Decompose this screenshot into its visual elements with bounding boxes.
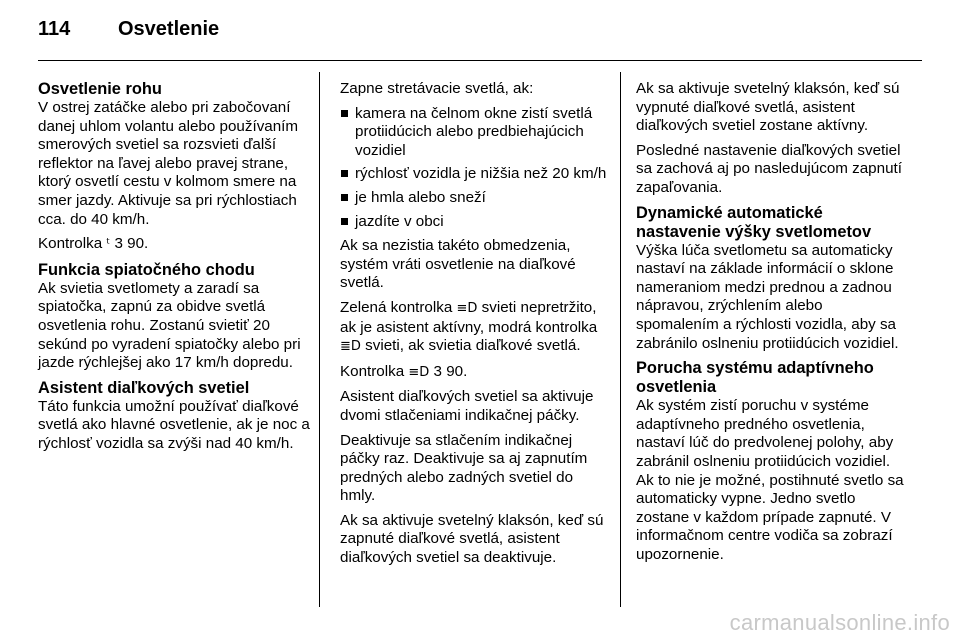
text: Kontrolka xyxy=(340,362,405,380)
page-reference: 3 90. xyxy=(114,235,149,253)
high-beam-assist-icon: ≡D xyxy=(456,300,478,316)
paragraph: Táto funkcia umožní používať diaľkové svetlá ako hlavné osvetlenie, ak je noc a rýchlosť vozidla sa zvýši nad 40 km/h. xyxy=(38,397,310,452)
section-title-reverse-function: Funkcia spiatočného chodu xyxy=(38,260,255,279)
text: Kontrolka xyxy=(38,235,103,253)
section-title-high-beam-assist: Asistent diaľkových svetiel xyxy=(38,378,250,397)
paragraph: Ak sa aktivuje svetelný klaksón, keď sú vypnuté diaľkové svetlá, asistent diaľkových svetiel zostane aktívny. xyxy=(636,80,900,135)
high-beam-assist-icon: ≡D xyxy=(408,364,430,380)
column-divider-2 xyxy=(620,72,621,607)
section-reverse-function xyxy=(38,261,310,373)
page-reference: 3 90. xyxy=(433,362,468,380)
text: Zelená kontrolka xyxy=(340,298,453,316)
section-title-dynamic-leveling: Dynamické automatické nastavenie výšky svetlometov xyxy=(636,203,872,241)
list-item: kamera na čelnom okne zistí svetlá protiidúcich alebo predbiehajúcich vozidiel xyxy=(340,105,612,161)
list-item: je hmla alebo sneží xyxy=(340,189,612,208)
section-high-beam-assist xyxy=(38,379,310,454)
paragraph-control-ref xyxy=(340,363,612,383)
section-dynamic-leveling xyxy=(636,204,906,354)
list-item: jazdíte v obci xyxy=(340,213,612,232)
paragraph: Zapne stretávacie svetlá, ak: xyxy=(340,80,534,97)
text: svieti nepretržito, ak je asistent aktívny, modrá kontrolka xyxy=(340,298,598,336)
corner-light-indicator-icon: ᵗ xyxy=(106,237,111,253)
paragraph-control-ref xyxy=(38,235,310,255)
page-header xyxy=(38,18,219,48)
high-beam-icon: ≣D xyxy=(340,339,361,355)
paragraph: Ak svietia svetlomety a zaradí sa spiatočka, zapnú za obidve svetlá osvetlenia rohu. Zostanú svietiť 20 sekúnd po vyradení spiatočky alebo pri jazde rýchlejšej ako 17 km/h dopredu. xyxy=(38,279,301,372)
paragraph: Ak sa nezistia takéto obmedzenia, systém vráti osvetlenie na diaľkové svetlá. xyxy=(340,237,576,292)
column-divider-1 xyxy=(319,72,320,607)
list-item: rýchlosť vozidla je nižšia než 20 km/h xyxy=(340,165,612,184)
paragraph: Ak systém zistí poruchu v systéme adaptívneho predného osvetlenia, nastaví lúč do predvolenej polohy, aby zabránil oslneniu protiidúcich vozidiel. Ak to nie je možné, postihnuté svetlo sa automaticky vypne. Jedno svetlo zostane v každom prípade zapnuté. V informačnom centre vodiča sa zobrazí upozornenie. xyxy=(636,397,904,563)
section-title-adaptive-lighting-fault: Porucha systému adaptívneho osvetlenia xyxy=(636,359,874,397)
paragraph: Deaktivuje sa stlačením indikačnej páčky raz. Deaktivuje sa aj zapnutím predných alebo zadných svetiel do hmly. xyxy=(340,431,588,505)
column-2 xyxy=(340,80,612,574)
watermark: carmanualsonline.info xyxy=(729,610,950,635)
section-title-corner-lighting: Osvetlenie rohu xyxy=(38,80,162,98)
paragraph: Ak sa aktivuje svetelný klaksón, keď sú zapnuté diaľkové svetlá, asistent diaľkových svetiel sa deaktivuje. xyxy=(340,511,604,567)
section-adaptive-lighting-fault xyxy=(636,359,906,564)
paragraph: Asistent diaľkových svetiel sa aktivuje dvomi stlačeniami indikačnej páčky. xyxy=(340,388,594,424)
paragraph-indicators xyxy=(340,299,612,357)
page-title: Osvetlenie xyxy=(118,18,220,40)
column-3 xyxy=(636,80,906,570)
page-number: 114 xyxy=(38,18,71,40)
paragraph: Posledné nastavenie diaľkových svetiel sa zachová aj po nasledujúcom zapnutí zapaľovania. xyxy=(636,141,902,196)
paragraph: Výška lúča svetlometu sa automaticky nastaví na základe informácií o sklone nameraniom medzi prednou a zadnou nápravou, zrýchlením alebo spomalením a rýchlosti vozidla, aby sa zabránilo oslneniu protiidúcich vozidiel. xyxy=(636,241,899,352)
section-corner-lighting xyxy=(38,80,310,255)
condition-list xyxy=(340,105,612,232)
header-rule xyxy=(38,60,922,61)
text: svieti, ak svietia diaľkové svetlá. xyxy=(365,337,581,355)
paragraph: V ostrej zatáčke alebo pri zabočovaní danej uhlom volantu alebo používaním smerových svetiel sa rozsvieti ďalší reflektor na ľavej alebo pravej strane, ktorý osvetlí cestu v kolmom smere na smer jazdy. Aktivuje sa pri rýchlostiach cca. do 40 km/h. xyxy=(38,99,299,228)
column-1 xyxy=(38,80,310,460)
